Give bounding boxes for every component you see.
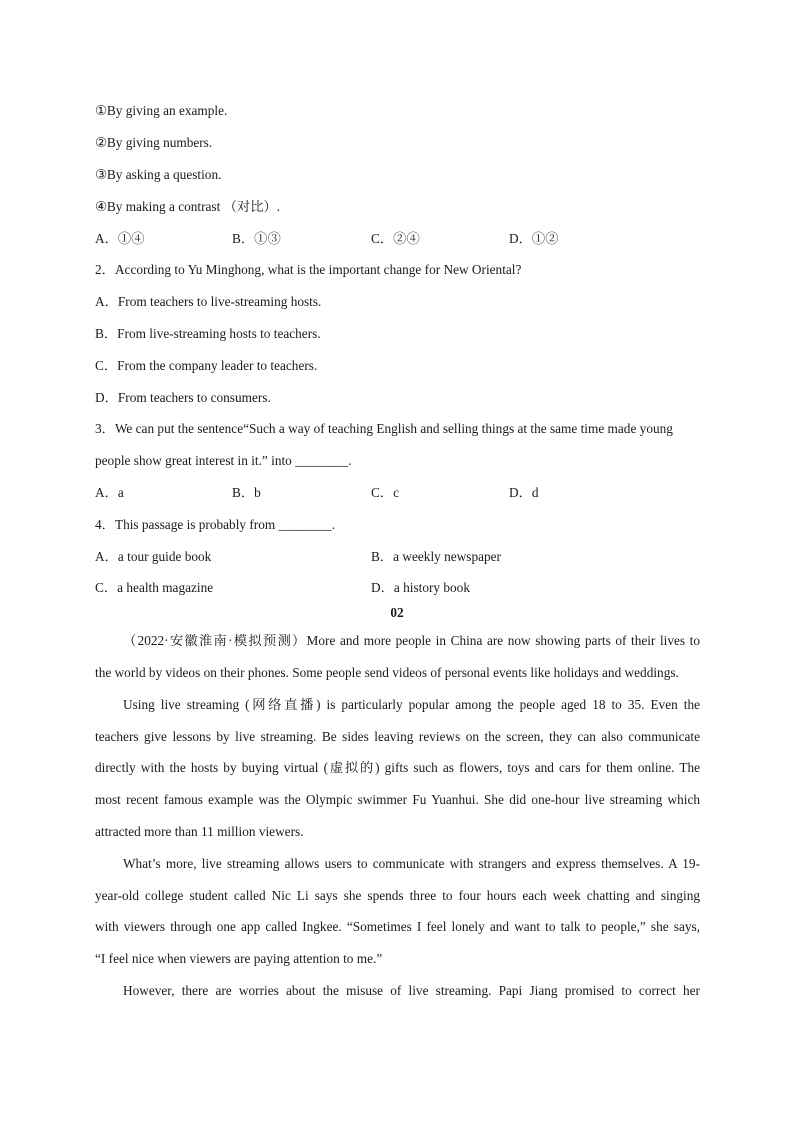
q3-option-c: C．c bbox=[371, 485, 400, 500]
paragraph-2-line-2: teachers give lessons by live streaming. Be sides leaving reviews on the screen, they can also communicate bbox=[95, 729, 700, 744]
q1-method-1: ①By giving an example. bbox=[95, 103, 228, 118]
q3-stem-line-1: 3．We can put the sentence“Such a way of teaching English and selling things at the same time made young bbox=[95, 421, 673, 436]
paragraph-2-line-4: most recent famous example was the Olympic swimmer Fu Yuanhui. She did one-hour live streaming which bbox=[95, 792, 700, 807]
q3-option-b: B．b bbox=[232, 485, 261, 500]
q3-option-a: A．a bbox=[95, 485, 124, 500]
q4-option-b: B．a weekly newspaper bbox=[371, 549, 501, 564]
q1-option-c: C．②④ bbox=[371, 231, 420, 246]
paragraph-2-line-5: attracted more than 11 million viewers. bbox=[95, 824, 304, 839]
paragraph-1-line-2: the world by videos on their phones. Some people send videos of personal events like holidays and weddings. bbox=[95, 665, 679, 680]
q3-option-d: D．d bbox=[509, 485, 539, 500]
q3-stem-line-2: people show great interest in it.” into ________. bbox=[95, 453, 352, 468]
q4-option-d: D．a history book bbox=[371, 580, 470, 595]
q2-option-a: A．From teachers to live-streaming hosts. bbox=[95, 294, 322, 309]
q1-method-3: ③By asking a question. bbox=[95, 167, 222, 182]
q2-option-c: C．From the company leader to teachers. bbox=[95, 358, 318, 373]
q2-option-b: B．From live-streaming hosts to teachers. bbox=[95, 326, 321, 341]
q4-option-a: A．a tour guide book bbox=[95, 549, 212, 564]
q1-option-b: B．①③ bbox=[232, 231, 281, 246]
q1-method-2: ②By giving numbers. bbox=[95, 135, 213, 150]
paragraph-2-line-3: directly with the hosts by buying virtual (虚拟的) gifts such as flowers, toys and cars for them online. The bbox=[95, 760, 700, 775]
q1-option-a: A．①④ bbox=[95, 231, 145, 246]
paragraph-3-line-3: with viewers through one app called Ingkee. “Sometimes I feel lonely and want to talk to people,” she says, bbox=[95, 919, 700, 934]
paragraph-3-line-1: What’s more, live streaming allows users to communicate with strangers and express themselves. A 19- bbox=[123, 856, 700, 871]
q4-option-c: C．a health magazine bbox=[95, 580, 214, 595]
paragraph-2-line-1: Using live streaming (网络直播) is particularly popular among the people aged 18 to 35. Even the bbox=[123, 697, 700, 712]
paragraph-3-line-2: year-old college student called Nic Li says she spends three to four hours each week chatting and singing bbox=[95, 888, 700, 903]
paragraph-3-line-4: “I feel nice when viewers are paying attention to me.” bbox=[95, 951, 383, 966]
q2-option-d: D．From teachers to consumers. bbox=[95, 390, 271, 405]
q1-option-d: D．①② bbox=[509, 231, 559, 246]
paragraph-4-line-1: However, there are worries about the misuse of live streaming. Papi Jiang promised to correct her bbox=[123, 983, 700, 998]
section-number: 02 bbox=[390, 605, 404, 620]
q2-stem: 2．According to Yu Minghong, what is the important change for New Oriental? bbox=[95, 262, 522, 277]
q4-stem: 4．This passage is probably from ________. bbox=[95, 517, 336, 532]
paragraph-1-line-1: （2022·安徽淮南·模拟预测）More and more people in China are now showing parts of their lives to bbox=[123, 633, 700, 648]
q1-method-4: ④By making a contrast （对比）. bbox=[95, 199, 281, 214]
